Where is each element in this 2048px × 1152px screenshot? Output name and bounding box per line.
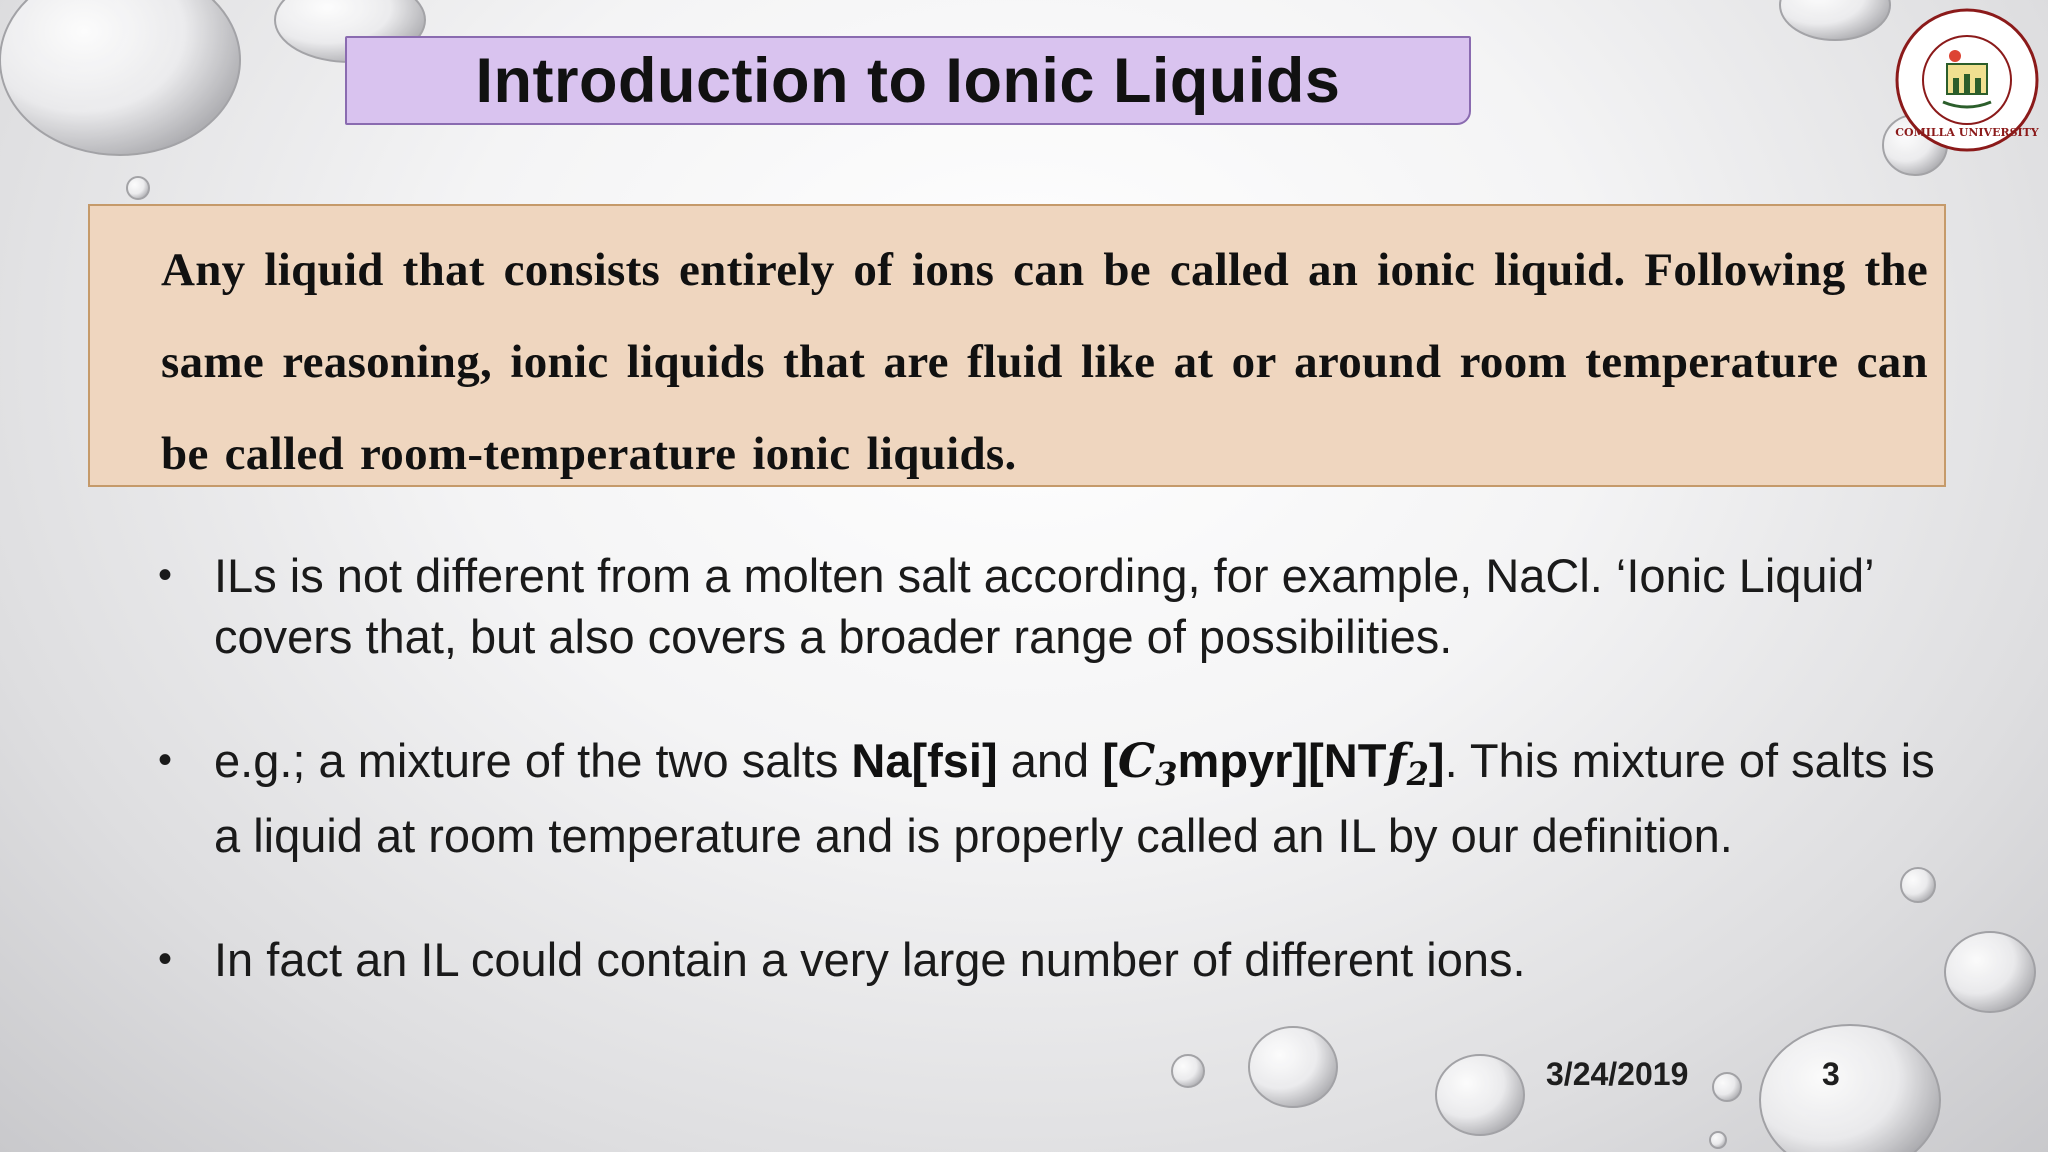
- bullet-text-mid: and: [997, 734, 1103, 787]
- bullet-text-pre: e.g.; a mixture of the two salts: [214, 734, 852, 787]
- title-box: [345, 36, 1471, 125]
- definition-text: Any liquid that consists entirely of ions can be called an ionic liquid. Following the same reasoning, ionic liquids that are fluid like at or around room temperature can be called room-temperature ionic liquids.: [161, 244, 1928, 480]
- salt-two-cation-subscript: 3: [1155, 755, 1178, 793]
- list-item: [150, 545, 1950, 667]
- salt-two: $[C_3mpyr][NTf_2]$: [1102, 734, 1445, 793]
- definition-box: [88, 204, 1946, 487]
- page-title: Introduction to Ionic Liquids: [475, 45, 1341, 116]
- salt-two-cation-symbol: C: [1117, 734, 1156, 789]
- bullet-text: In fact an IL could contain a very large number of different ions.: [214, 933, 1526, 986]
- salt-one: Na[fsi]: [851, 734, 998, 787]
- bullet-icon: •: [158, 553, 173, 597]
- salt-two-anion-symbol: f: [1386, 734, 1407, 789]
- list-item: [150, 929, 1950, 990]
- logo-text: COMILLA UNIVERSITY: [1895, 126, 2039, 139]
- bullet-list: [150, 545, 1950, 1053]
- bullet-text-post: . This mixture of salts is a liquid at room temperature and is properly called an IL by our definition.: [214, 734, 1935, 862]
- salt-two-anion-subscript: 2: [1406, 755, 1429, 793]
- bullet-text: ILs is not different from a molten salt according, for example, NaCl. ‘Ionic Liquid’ covers that, but also covers a broader range of possibilities.: [214, 549, 1873, 663]
- bullet-icon: •: [158, 937, 173, 981]
- university-seal-icon: [1893, 6, 2041, 154]
- page-number: 3: [1822, 1056, 1840, 1092]
- bullet-icon: •: [158, 738, 173, 782]
- list-item: [150, 730, 1950, 866]
- footer-date: 3/24/2019: [1546, 1056, 1689, 1092]
